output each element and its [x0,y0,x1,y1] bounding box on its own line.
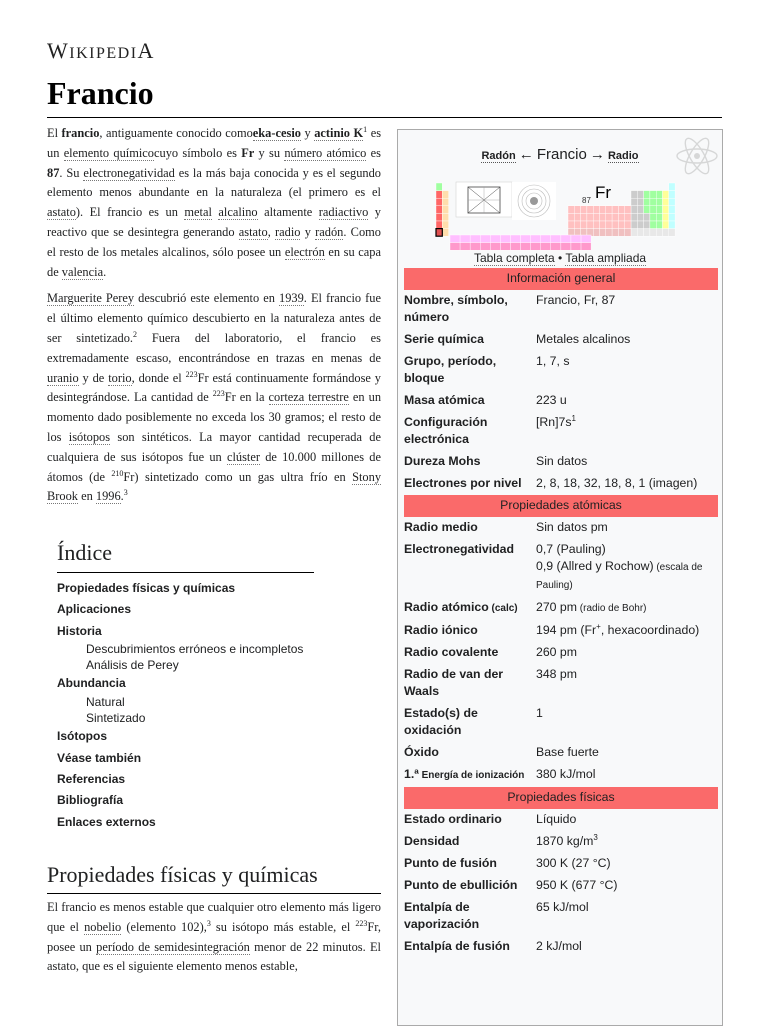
table-cell [531,235,541,243]
property-name[interactable]: Estado ordinario [404,812,502,826]
property-name[interactable]: Estado(s) de oxidación [404,706,478,737]
table-cell [625,206,631,214]
table-cell [593,221,599,229]
section-header: Propiedades atómicas [404,495,718,517]
property-name[interactable]: 1.ª Energía de ionización [404,767,525,781]
table-cell [656,213,662,221]
article-link[interactable]: alcalino [218,205,258,220]
citation[interactable]: 223 [355,918,368,928]
table-cell [568,206,574,214]
toc-item[interactable]: Bibliografía [57,793,124,808]
table-cell [656,191,662,199]
table-cell [600,229,606,237]
toc-item[interactable]: Natural [86,694,125,709]
table-cell [587,213,593,221]
table-cell [637,191,643,199]
table-cell [618,229,624,237]
section-header-row [404,268,718,290]
table-cell [490,235,500,243]
table-cell [470,243,480,251]
table-cell [480,243,490,251]
table-cell [606,213,612,221]
property-row [404,809,718,831]
property-value: 348 pm [536,667,578,681]
property-value: 0,7 (Pauling) 0,9 (Allred y Rochow) (escala de Pauling) [536,542,703,591]
table-cell [531,243,541,251]
table-cell [581,235,591,243]
table-cell [500,235,510,243]
bold-term: francio [61,126,100,140]
table-cell [606,221,612,229]
property-name[interactable]: Densidad [404,834,460,848]
table-cell [593,229,599,237]
property-name[interactable]: Serie química [404,332,484,346]
table-cell [625,221,631,229]
toc-item[interactable]: Propiedades físicas y químicas [57,581,236,595]
table-cell [650,221,656,229]
next-element-link[interactable]: Radio [607,150,639,162]
element-navigation [398,146,722,163]
article-link[interactable]: número atómico [284,145,367,160]
table-cell [436,183,442,191]
table-cell [650,229,656,237]
property-name[interactable]: Punto de ebullición [404,878,518,892]
section-heading: Propiedades físicas y químicas [47,862,381,894]
article-link[interactable]: Stony Brook [47,469,382,504]
infobox-illustrations [398,177,722,251]
table-cell [587,221,593,229]
property-value: 950 K (677 °C) [536,878,618,892]
table-cell [631,221,637,229]
property-value: 1 [536,706,543,720]
table-cell [637,206,643,214]
table-cell [436,221,442,229]
property-row [404,831,718,853]
table-cell [571,235,581,243]
property-name[interactable]: Dureza Mohs [404,454,481,468]
toc-item[interactable]: Enlaces externos [57,814,156,829]
citation[interactable]: 210 [111,468,124,478]
table-cell [551,243,561,251]
section-header-row [404,495,718,517]
property-name[interactable]: Radio atómico (calc) [404,600,518,614]
toc-item[interactable]: Abundancia [57,676,126,691]
table-cell [541,243,551,251]
property-value: 380 kJ/mol [536,767,596,781]
property-value: 260 pm [536,645,578,659]
property-value: 194 pm (Fr+, hexacoordinado) [536,621,700,637]
table-cell [644,221,650,229]
table-cell [637,221,643,229]
table-cell [669,206,675,214]
property-row [404,539,718,597]
toc-list [57,581,314,830]
property-row [404,742,718,764]
citation[interactable]: 3 [123,488,128,498]
property-row [404,351,718,390]
table-cell [574,221,580,229]
table-cell [450,243,460,251]
property-value: 300 K (27 °C) [536,856,611,870]
property-name[interactable]: Electronegatividad [404,542,515,556]
property-value: Francio, Fr, 87 [536,293,616,307]
table-cell [442,213,448,221]
article-link[interactable]: astato [238,224,268,239]
table-cell [669,183,675,191]
article-link[interactable]: torio [108,370,132,385]
table-cell [581,213,587,221]
table-cell [436,191,442,199]
toc-item[interactable]: Análisis de Perey [86,657,179,672]
table-cell [656,198,662,206]
table-cell [618,206,624,214]
property-value: Sin datos pm [536,520,608,534]
table-cell [460,243,470,251]
arrow-right-icon: → [589,146,605,163]
table-of-contents [57,540,314,836]
table-cell [669,213,675,221]
table-cell [587,206,593,214]
table-cell [612,221,618,229]
element-symbol: Fr [595,183,612,202]
table-cell [436,229,442,237]
article-link[interactable]: nobelio [84,919,122,934]
property-name[interactable]: Radio covalente [404,645,499,659]
property-row [404,329,718,351]
table-cell [656,229,662,237]
element-images [398,177,722,251]
property-row [404,936,718,958]
logo-letter: W [47,38,70,63]
title-divider [47,117,722,118]
table-cell [618,221,624,229]
article-link[interactable]: uranio [47,370,79,385]
table-cell [450,235,460,243]
separator: • [558,251,563,265]
table-cell [436,198,442,206]
table-cell [568,213,574,221]
article-link[interactable]: período de semidesintegración [96,939,250,954]
table-cell [581,206,587,214]
table-cell [663,198,669,206]
table-cell [656,206,662,214]
table-cell [510,235,520,243]
table-cell [644,198,650,206]
toc-item[interactable]: Descubrimientos erróneos e incompletos [86,641,304,656]
intro-paragraph-1: El francio, antiguamente conocido comoeka-cesio y actinio $K^1$ es un elemento químicocuyo símbolo es Fr y su número atómico es 87. Su electronegatividad es la más baja conocida y es el segundo elemento menos abundante en la naturaleza (el primero es el astato). El francio es un metal alcalino altamente radiactivo y reactivo que se desintegra generando astato, radio y radón. Como el resto de los metales alcalinos, sólo posee un electrón en su capa de valencia. [47,124,382,279]
property-row [404,664,718,703]
table-cell [650,198,656,206]
section-header: Propiedades físicas [404,787,718,809]
table-cell [625,213,631,221]
property-row [404,642,718,664]
table-cell [612,229,618,237]
property-name[interactable]: Electrones por nivel [404,476,522,490]
article-link[interactable]: 1996 [95,489,121,504]
section-header: Información general [404,268,718,290]
table-cell [644,213,650,221]
property-name[interactable]: Nombre, símbolo, número [404,293,508,324]
article-link[interactable]: actinio K [314,126,364,140]
table-cell [663,206,669,214]
table-cell [618,213,624,221]
periodic-table-left[interactable] [436,183,449,236]
property-value: 1870 $kg/m^3$ [536,832,598,848]
property-value: 2 kJ/mol [536,939,582,953]
property-row [404,597,718,620]
toc-title: Índice [57,540,314,573]
article-link[interactable]: eka-cesio [252,126,301,140]
table-cell [581,221,587,229]
property-value: $[Rn]7s^1$ [536,413,576,429]
table-cell [650,213,656,221]
prev-element-link[interactable]: Radón [481,150,516,162]
article-link[interactable]: metal [184,205,212,220]
table-cell [631,206,637,214]
table-cell [571,243,581,251]
table-cell [637,213,643,221]
property-row [404,764,718,787]
table-cell [561,243,571,251]
crystal-structure-image[interactable] [456,182,512,217]
article-link[interactable]: corteza terrestre [268,390,349,405]
toc-item[interactable]: Referencias [57,771,126,786]
property-name[interactable]: Masa atómica [404,393,485,407]
property-name[interactable]: Entalpía de vaporización [404,900,480,931]
table-links [398,251,722,265]
article-link[interactable]: electrón [284,244,325,259]
property-row [404,290,718,329]
article-link[interactable]: valencia [61,264,104,279]
arrow-left-icon: ← [518,146,534,163]
citation[interactable]: 3 [206,918,211,928]
table-cell [581,243,591,251]
table-cell [500,243,510,251]
property-value: Líquido [536,812,577,826]
article-link[interactable]: astato [47,205,76,220]
property-row [404,853,718,875]
table-cell [480,235,490,243]
table-cell [669,229,675,237]
table-cell [593,213,599,221]
citation[interactable]: 223 [212,389,225,399]
intro-text [47,124,381,514]
table-cell [593,206,599,214]
property-name[interactable]: Punto de fusión [404,856,497,870]
property-name[interactable]: Óxido [404,745,439,759]
table-cell [442,229,448,237]
table-cell [600,213,606,221]
toc-item[interactable]: Sintetizado [86,710,146,725]
periodic-table-right[interactable] [568,183,675,236]
table-cell [574,206,580,214]
table-cell [574,213,580,221]
property-row [404,897,718,936]
intro-paragraph-2: Marguerite Perey descubrió este elemento en 1939. El francio fue el último elemento químico descubierto en la naturaleza antes de ser sintetizado.$^2$ Fuera del laboratorio, el francio es extremadamente escaso, encontrándose en trazas en menas de uranio y de torio, donde el $^{223}$Fr está continuamente formándose y desintegrándose. La cantidad de $^{223}$Fr en la corteza terrestre en un momento dado posiblemente no exceda los 30 gramos; el resto de los isótopos son sintéticos. La mayor cantidad recuperada de cualquiera de sus isótopos fue un clúster de 10.000 millones de átomos (de $^{210}$Fr) sintetizado como un gas ultra frío en Stony Brook en 1996.$^3$ [47,291,382,504]
table-cell [650,206,656,214]
bold-term: 87 [47,165,60,180]
element-name: Francio [536,146,587,163]
article-link[interactable]: clúster [226,449,260,464]
table-cell [436,206,442,214]
table-cell [612,213,618,221]
table-cell [521,243,531,251]
table-cell [551,235,561,243]
property-row [404,517,718,539]
property-value: 270 pm (radio de Bohr) [536,600,647,614]
table-cell [669,221,675,229]
toc-item[interactable]: Aplicaciones [57,602,132,617]
table-cell [600,206,606,214]
toc-item[interactable]: Isótopos [57,729,107,744]
element-infobox [397,129,723,1026]
property-row [404,473,718,495]
table-cell [442,221,448,229]
toc-item[interactable]: Historia [57,623,102,638]
property-value[interactable]: 1, 7, s [536,354,570,368]
table-cell [490,243,500,251]
wikipedia-logo[interactable] [47,38,155,64]
table-cell [637,229,643,237]
table-cell [644,191,650,199]
table-cell [460,235,470,243]
property-value[interactable]: Metales alcalinos [536,332,631,346]
table-cell [631,229,637,237]
section-header-row [404,787,718,809]
section-text: El francio es menos estable que cualquier otro elemento más ligero que el nobelio (elemento 102),$^3$ su isótopo más estable, el $^{223}$Fr, posee un período de semidesintegración menor de 22 minutos. El astato, que es el siguiente elemento menos estable, [47,900,382,974]
citation[interactable]: 2 [133,329,138,339]
table-cell [631,198,637,206]
periodic-table-f-block[interactable] [450,235,591,250]
property-name[interactable]: Configuración electrónica [404,415,488,446]
logo-letters: IKIPEDI [69,45,138,62]
table-cell [470,235,480,243]
property-row [404,412,718,451]
table-cell [561,235,571,243]
article-link[interactable]: Marguerite Perey [47,291,135,306]
property-row [404,620,718,642]
property-name[interactable]: Radio iónico [404,623,478,637]
citation[interactable]: 223 [185,369,198,379]
article-link[interactable]: radio [275,224,301,239]
property-row [404,703,718,742]
table-cell [669,198,675,206]
electron-shell-image[interactable] [512,182,556,220]
table-cell [663,229,669,237]
article-link[interactable]: isótopos [68,429,111,444]
property-row [404,451,718,473]
property-name[interactable]: Entalpía de fusión [404,939,510,953]
table-cell [625,229,631,237]
property-row [404,875,718,897]
logo-letter: A [137,38,155,63]
page-title: Francio [47,75,154,111]
table-cell [663,191,669,199]
article-link[interactable]: electronegatividad [83,165,175,180]
property-value: 223 u [536,393,567,407]
article-link[interactable]: radiactivo [318,205,369,220]
article-link[interactable]: 1939 [279,291,304,306]
table-cell [521,235,531,243]
table-cell [442,198,448,206]
table-cell [663,221,669,229]
property-value: Sin datos [536,454,588,468]
atomic-number: 87 [582,196,591,205]
property-name[interactable]: Radio de van der Waals [404,667,504,698]
toc-item[interactable]: Véase también [57,750,142,765]
table-cell [656,221,662,229]
property-name[interactable]: Grupo, período, bloque [404,354,497,385]
table-cell [442,191,448,199]
table-cell [606,229,612,237]
table-cell [650,191,656,199]
table-cell [663,213,669,221]
bold-term: Fr [241,145,255,160]
article-link[interactable]: radón [315,224,344,239]
table-cell [669,191,675,199]
table-cell [442,206,448,214]
table-cell [568,221,574,229]
table-cell [644,229,650,237]
table-cell [600,221,606,229]
property-value: 2, 8, 18, 32, 18, 8, 1 (imagen) [536,476,698,490]
table-cell [631,191,637,199]
table-cell [637,198,643,206]
full-table-link[interactable]: Tabla completa [473,251,555,265]
table-cell [541,235,551,243]
citation[interactable]: 1 [363,124,368,134]
property-value: Base fuerte [536,745,599,759]
table-cell [644,206,650,214]
table-cell [606,206,612,214]
table-cell [436,213,442,221]
article-link[interactable]: elemento químico [63,145,154,160]
property-name[interactable]: Radio medio [404,520,478,534]
table-cell [631,213,637,221]
table-cell [510,243,520,251]
table-cell [612,206,618,214]
properties-table [404,268,718,958]
property-value: 65 kJ/mol [536,900,589,914]
extended-table-link[interactable]: Tabla ampliada [565,251,647,265]
property-row [404,390,718,412]
